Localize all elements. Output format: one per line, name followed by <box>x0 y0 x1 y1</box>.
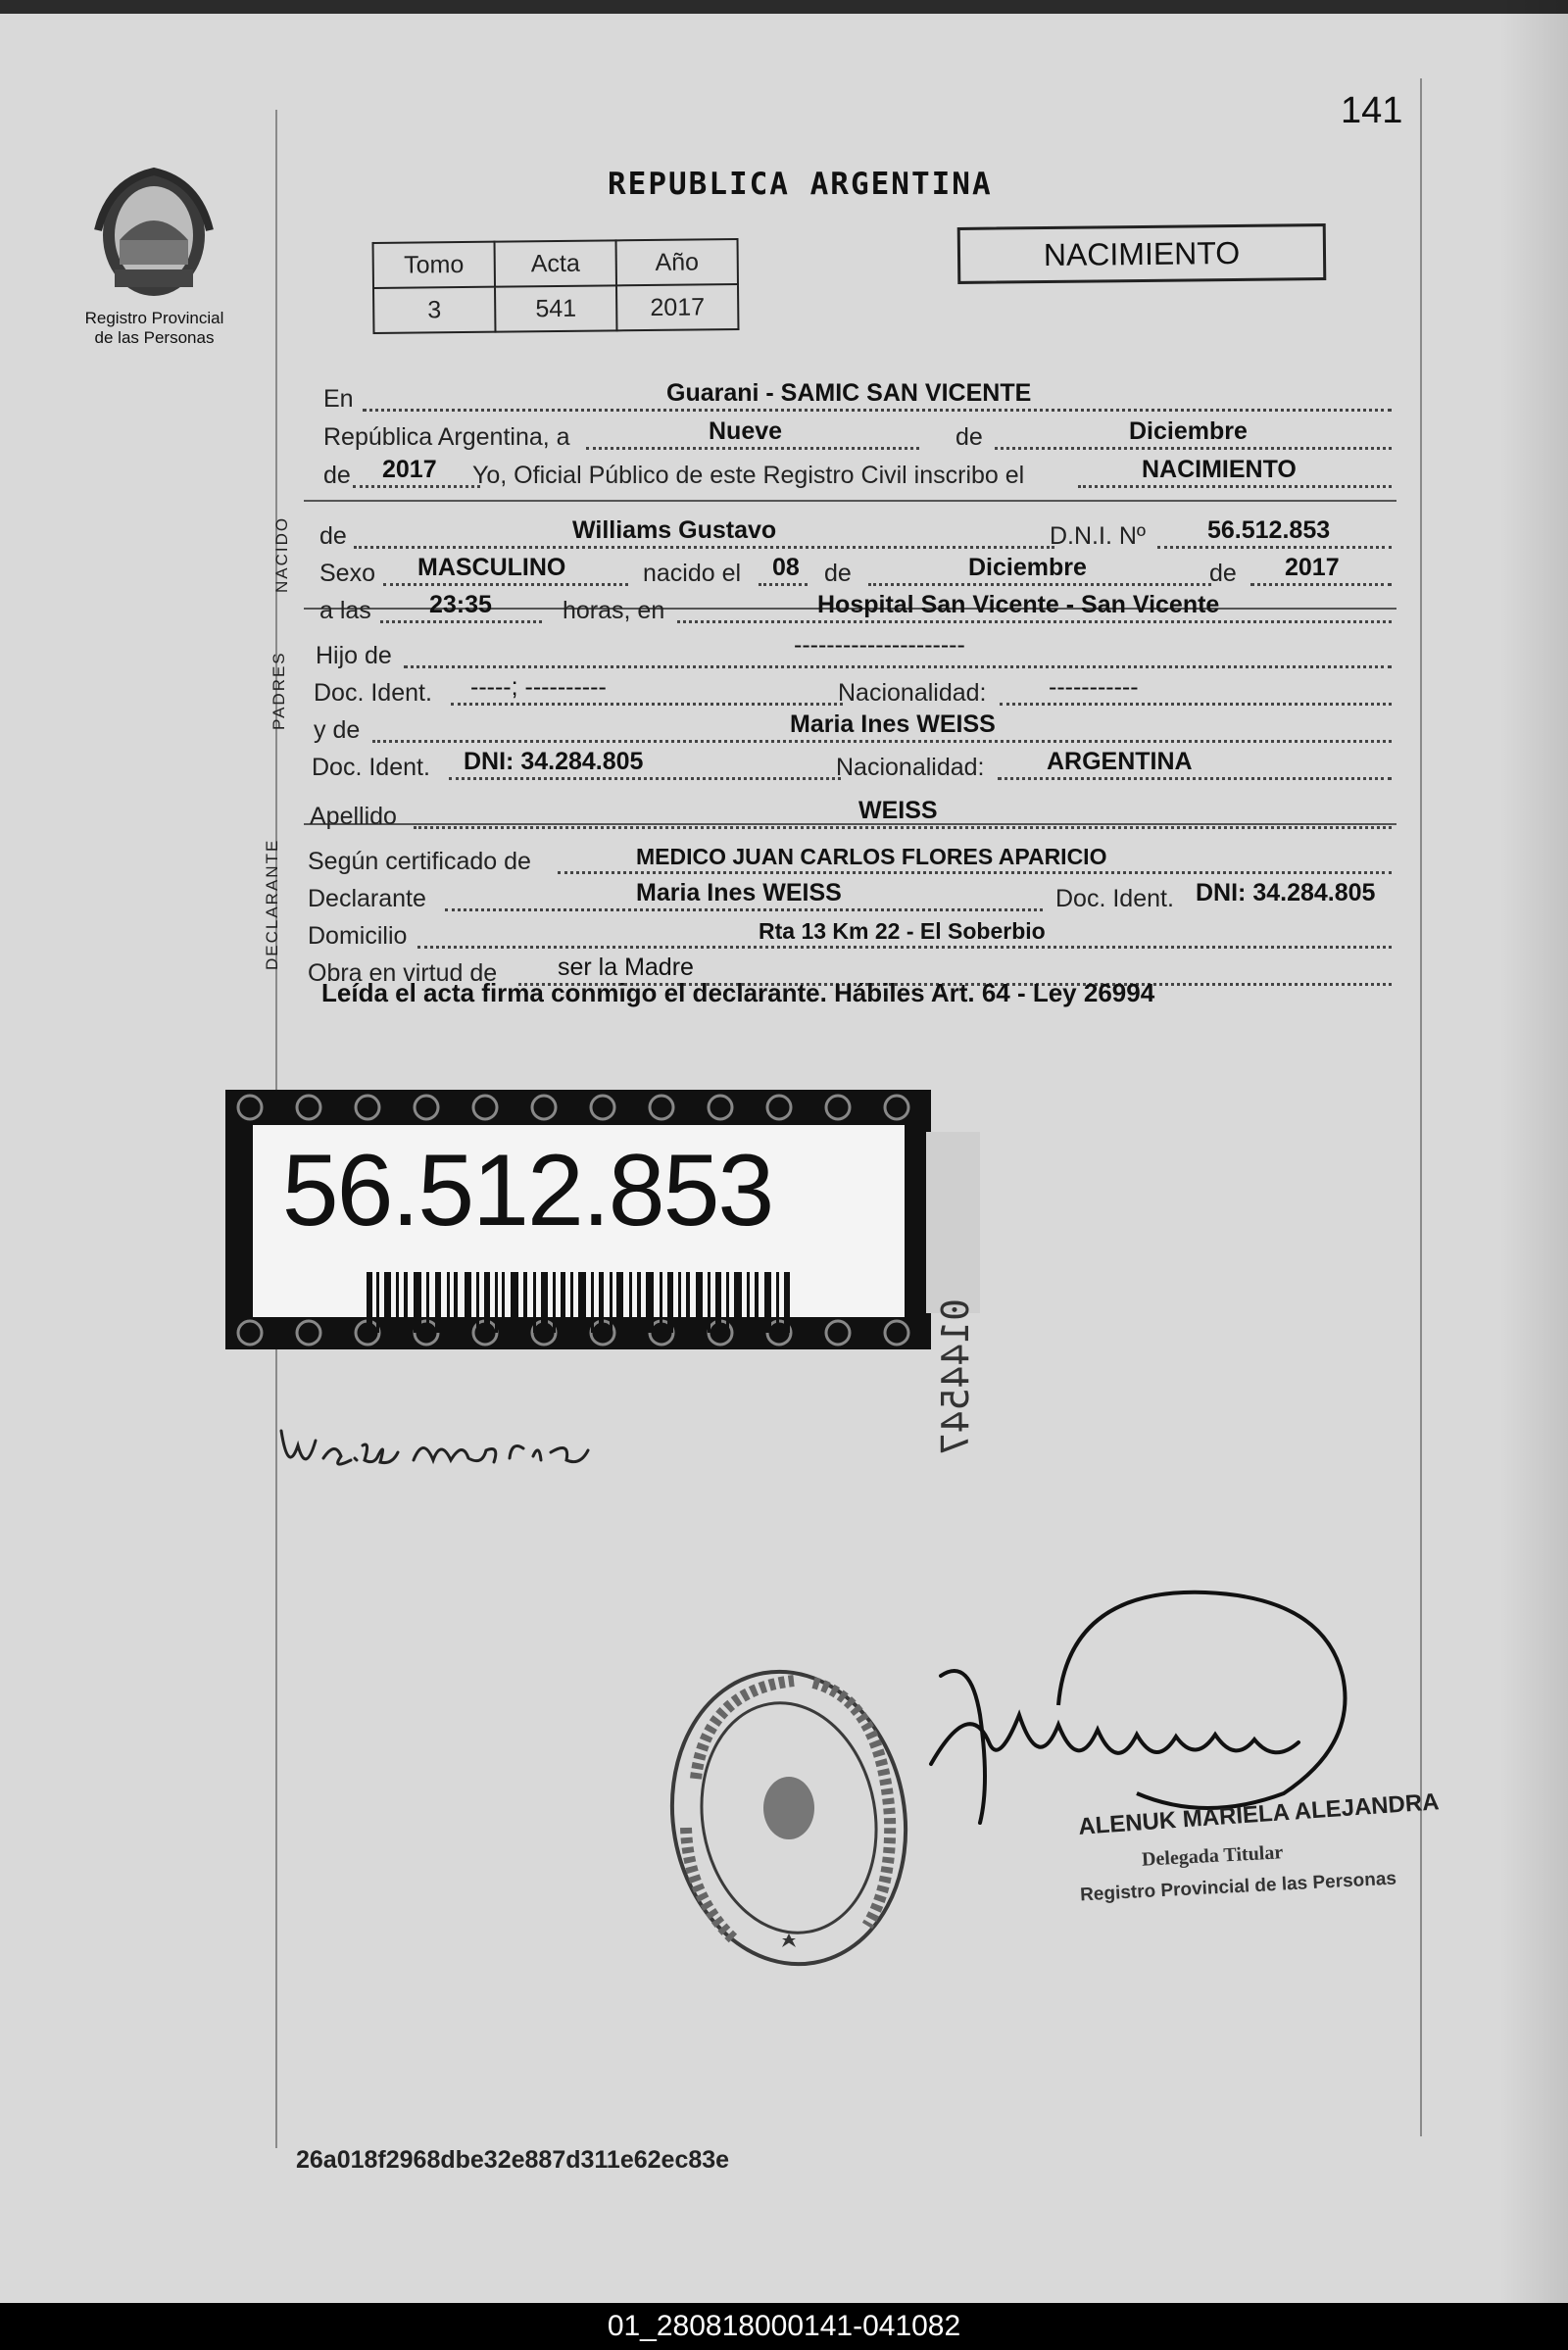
official-stamp <box>666 1661 911 1975</box>
row-de-year: de 2017 Yo, Oficial Público de este Registro Civil inscribo el NACIMIENTO <box>323 457 1392 492</box>
scan-edge <box>0 0 1568 14</box>
record-type-box: NACIMIENTO <box>957 223 1327 284</box>
row-y-de: y de Maria Ines WEISS <box>314 711 1392 747</box>
row-doc2: Doc. Ident. DNI: 34.284.805 Nacionalidad: ARGENTINA <box>312 749 1392 784</box>
row-en: En Guarani - SAMIC SAN VICENTE <box>323 380 1392 416</box>
row-nombre: de Williams Gustavo D.N.I. Nº 56.512.853 <box>319 517 1392 553</box>
section-label-padres: PADRES <box>270 651 288 730</box>
mother-name: Maria Ines WEISS <box>790 710 996 738</box>
row-doc1: Doc. Ident. -----; ---------- Nacionalidad: ----------- <box>314 674 1392 710</box>
declarant-signature <box>276 1401 649 1480</box>
right-margin-line <box>1420 78 1422 2136</box>
meta-header-anio: Año <box>616 239 738 285</box>
document-hash: 26a018f2968dbe32e887d311e62ec83e <box>296 2146 730 2174</box>
sticker-side-code: 0144547 <box>926 1132 980 1313</box>
closing-statement: Leída el acta firma conmigo el declarante. Hábiles Art. 64 - Ley 26994 <box>321 978 1155 1007</box>
mother-dni: DNI: 34.284.805 <box>464 748 644 775</box>
file-identifier: 01_280818000141-041082 <box>0 2303 1568 2350</box>
row-certificado: Según certificado de MEDICO JUAN CARLOS FLORES APARICIO <box>308 843 1392 878</box>
page-number: 141 <box>1341 90 1403 131</box>
provincial-seal-icon <box>90 162 218 304</box>
address: Rta 13 Km 22 - El Soberbio <box>759 918 1046 944</box>
row-apellido: Apellido WEISS <box>310 798 1392 833</box>
section-label-declarante: DECLARANTE <box>263 838 281 970</box>
row-sexo: Sexo MASCULINO nacido el 08 de Diciembre de 2017 <box>319 555 1392 590</box>
meta-value-tomo: 3 <box>373 287 495 333</box>
birth-place-registry: Guarani - SAMIC SAN VICENTE <box>666 379 1032 407</box>
meta-header-tomo: Tomo <box>373 242 495 288</box>
sticker-dni-number: 56.512.853 <box>281 1134 773 1248</box>
row-declarante: Declarante Maria Ines WEISS Doc. Ident. DNI: 34.284.805 <box>308 879 1376 912</box>
official-title: Delegada Titular <box>1141 1841 1284 1871</box>
declarant-dni: DNI: 34.284.805 <box>1196 879 1376 906</box>
birth-place: Hospital San Vicente - San Vicente <box>817 591 1220 618</box>
row-obra: Obra en virtud de ser la Madre <box>308 955 1392 990</box>
row-hijo-de: Hijo de --------------------- <box>316 637 1392 672</box>
declarant-name: Maria Ines WEISS <box>636 879 842 906</box>
row-domicilio: Domicilio Rta 13 Km 22 - El Soberbio <box>308 917 1392 953</box>
surname: WEISS <box>858 797 938 824</box>
meta-value-acta: 541 <box>495 285 616 331</box>
meta-header-acta: Acta <box>495 240 616 286</box>
dni-sticker <box>225 1090 931 1349</box>
barcode-icon <box>367 1272 790 1333</box>
official-name: ALENUK MARIELA ALEJANDRA <box>1077 1788 1441 1840</box>
mother-nationality: ARGENTINA <box>1047 748 1193 775</box>
registry-name: Registro Provincial de las Personas <box>84 309 224 347</box>
child-dni: 56.512.853 <box>1207 516 1331 544</box>
official-office: Registro Provincial de las Personas <box>1079 1868 1397 1906</box>
country-title: REPUBLICA ARGENTINA <box>608 167 993 202</box>
child-name: Williams Gustavo <box>572 516 777 544</box>
section-label-nacido: NACIDO <box>272 515 291 593</box>
row-hora: a las 23:35 horas, en Hospital San Vicente - San Vicente <box>319 592 1392 627</box>
record-meta-table <box>372 238 740 334</box>
meta-value-anio: 2017 <box>616 284 738 330</box>
row-republica: República Argentina, a Nueve de Diciembre <box>323 418 1392 454</box>
